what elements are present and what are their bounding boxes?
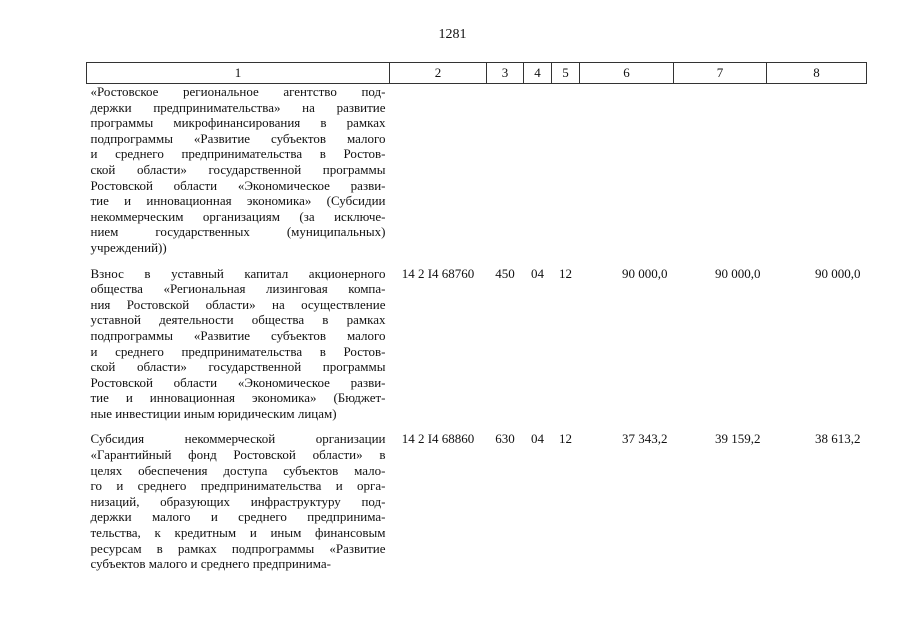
row-expense-type: 630 xyxy=(495,431,515,447)
table-row xyxy=(87,84,867,266)
description-line: и среднего предпринимательства в Ростов- xyxy=(90,146,386,162)
row-amount-year-3: 38 613,2 xyxy=(815,431,861,447)
row-description xyxy=(87,266,390,432)
description-line: подпрограммы «Развитие субъектов малого xyxy=(90,327,386,343)
row-amount-year-2: 39 159,2 xyxy=(715,431,761,447)
header-col-3: 3 xyxy=(487,63,524,84)
header-col-7: 7 xyxy=(674,63,767,84)
row-amount-year-2: 90 000,0 xyxy=(715,265,761,281)
row-target-code: 14 2 I4 68760 xyxy=(401,265,475,281)
row-amount-year-1: 90 000,0 xyxy=(622,265,668,281)
header-row xyxy=(87,63,867,84)
table-header xyxy=(87,63,867,84)
description-line: ской области» государственной программы xyxy=(90,161,386,177)
description-line: го и среднего предпринимательства и орга- xyxy=(90,478,386,494)
header-col-6: 6 xyxy=(580,63,674,84)
row-subsection xyxy=(552,84,580,266)
description-line: тие и инновационная экономика» (Бюджет- xyxy=(90,390,386,406)
header-col-1: 1 xyxy=(87,63,390,84)
row-subsection: 12 xyxy=(559,265,572,281)
row-subsection: 12 xyxy=(559,431,572,447)
header-col-4: 4 xyxy=(524,63,552,84)
description-line: ской области» государственной программы xyxy=(90,359,386,375)
budget-table xyxy=(86,62,867,582)
row-section xyxy=(524,84,552,266)
row-target-code: 14 2 I4 68860 xyxy=(401,431,475,447)
header-col-2: 2 xyxy=(390,63,487,84)
description-line: учреждений)) xyxy=(90,239,167,255)
description-line: субъектов малого и среднего предпринима- xyxy=(90,556,331,572)
description-line: держки малого и среднего предпринима- xyxy=(90,509,386,525)
row-expense-type xyxy=(487,84,524,266)
description-line: держки предпринимательства» на развитие xyxy=(90,99,386,115)
description-line: некоммерческим организациям (за исключе- xyxy=(90,208,386,224)
row-section: 04 xyxy=(531,431,544,447)
budget-table-container xyxy=(86,62,866,582)
description-line: ния Ростовской области» на осуществление xyxy=(90,296,386,312)
description-line: Ростовской области «Экономическое разви- xyxy=(90,177,386,193)
header-col-8: 8 xyxy=(767,63,867,84)
description-line: Взнос в уставный капитал акционерного xyxy=(90,265,386,281)
table-row xyxy=(87,266,867,432)
description-line: ресурсам в рамках подпрограммы «Развитие xyxy=(90,540,386,556)
description-line: и среднего предпринимательства в Ростов- xyxy=(90,343,386,359)
description-line: тие и инновационная экономика» (Субсидии xyxy=(90,193,386,209)
description-line: «Гарантийный фонд Ростовской области» в xyxy=(90,447,386,463)
table-row xyxy=(87,431,867,581)
row-amount-year-3 xyxy=(767,84,867,266)
description-line: уставной деятельности общества в рамках xyxy=(90,312,386,328)
description-line: ные инвестиции иным юридическим лицам) xyxy=(90,405,337,421)
row-description xyxy=(87,84,390,266)
row-amount-year-2 xyxy=(674,84,767,266)
table-body xyxy=(87,84,867,582)
header-col-5: 5 xyxy=(552,63,580,84)
row-target-code xyxy=(390,84,487,266)
description-line: программы микрофинансирования в рамках xyxy=(90,115,386,131)
description-line: «Ростовское региональное агентство под- xyxy=(90,84,386,99)
row-description xyxy=(87,431,390,581)
row-amount-year-3: 90 000,0 xyxy=(815,265,861,281)
row-section: 04 xyxy=(531,265,544,281)
row-amount-year-1 xyxy=(580,84,674,266)
description-line: Субсидия некоммерческой организации xyxy=(90,431,386,447)
row-amount-year-1: 37 343,2 xyxy=(622,431,668,447)
page-number: 1281 xyxy=(438,27,467,42)
description-line: общества «Региональная лизинговая компа- xyxy=(90,281,386,297)
description-line: тельства, к кредитным и иным финансовым xyxy=(90,525,386,541)
description-line: подпрограммы «Развитие субъектов малого xyxy=(90,130,386,146)
description-line: целях обеспечения доступа субъектов мало- xyxy=(90,462,386,478)
description-line: Ростовской области «Экономическое разви- xyxy=(90,374,386,390)
row-expense-type: 450 xyxy=(495,265,515,281)
description-line: нием государственных (муниципальных) xyxy=(90,224,386,240)
description-line: низаций, образующих инфраструктуру под- xyxy=(90,493,386,509)
